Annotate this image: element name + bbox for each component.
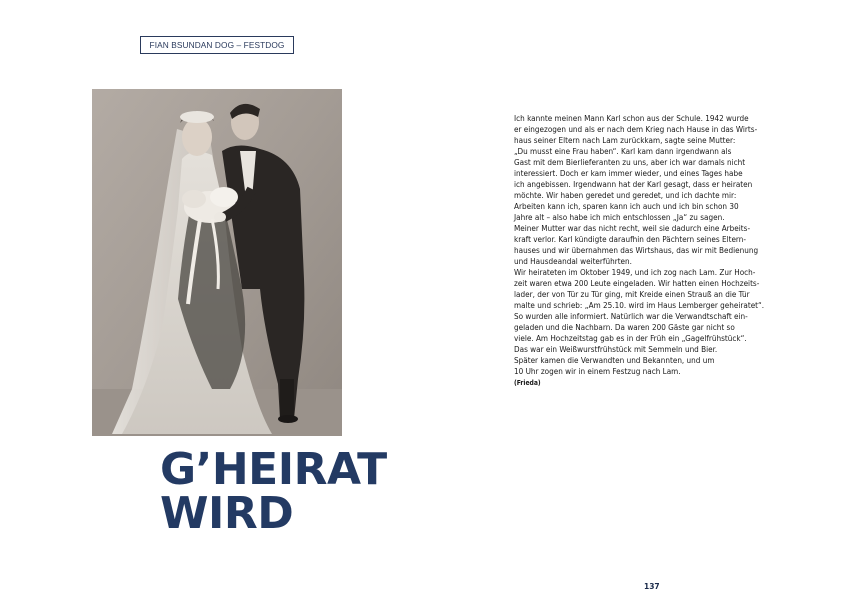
story-line: Wir heirateten im Oktober 1949, und ich zog nach Lam. Zur Hoch- — [514, 267, 756, 277]
story-line: und Hausdeandal weiterführten. — [514, 256, 632, 266]
story-line: Später kamen die Verwandten und Bekannten, und um — [514, 355, 715, 365]
story-line: haus seiner Eltern nach Lam zurückkam, sagte seine Mutter: — [514, 135, 736, 145]
story-line: hauses und wir übernahmen das Wirtshaus, das wir mit Bedienung — [514, 245, 759, 255]
story-line: zeit waren etwa 200 Leute eingeladen. Wir hatten einen Hochzeits- — [514, 278, 760, 288]
story-line: Jahre alt – also habe ich mich entschlossen „Ja“ zu sagen. — [514, 212, 725, 222]
story-line: lader, der von Tür zu Tür ging, mit Kreide einen Strauß an die Tür — [514, 289, 750, 299]
story-line: er eingezogen und als er nach dem Krieg nach Hause in das Wirts- — [514, 124, 758, 134]
story-line: Meiner Mutter war das nicht recht, weil sie dadurch eine Arbeits- — [514, 223, 751, 233]
page-title — [160, 444, 387, 539]
story-line: „Du musst eine Frau haben“. Karl kam dann irgendwann als — [514, 146, 732, 156]
story-author: (Frieda) — [514, 379, 541, 387]
story-line: Ich kannte meinen Mann Karl schon aus der Schule. 1942 wurde — [514, 113, 749, 123]
section-label — [140, 36, 294, 54]
story-line: geladen und die Nachbarn. Da waren 200 Gäste gar nicht so — [514, 322, 735, 332]
story-line: 10 Uhr zogen wir in einem Festzug nach Lam. — [514, 366, 681, 376]
story-line: Das war ein Weißwurstfrühstück mit Semmeln und Bier. — [514, 344, 718, 354]
section-label-text: FIAN BSUNDAN DOG – FESTDOG — [149, 40, 285, 50]
story-line: kraft verlor. Karl kündigte daraufhin den Pächtern seines Eltern- — [514, 234, 747, 244]
story-line: interessiert. Doch er kam immer wieder, und eines Tages habe — [514, 168, 743, 178]
wedding-photo — [92, 89, 342, 436]
page-number: 137 — [644, 582, 660, 591]
title-line-2: WIRD — [160, 488, 294, 539]
story-line: viele. Am Hochzeitstag gab es in der Früh ein „Gagelfrühstück“. — [514, 333, 747, 343]
story-line: malte und schrieb: „Am 25.10. wird im Haus Lemberger geheiratet“. — [514, 300, 765, 310]
story-line: Gast mit dem Bierlieferanten zu uns, aber ich war damals nicht — [514, 157, 746, 167]
story-line: möchte. Wir haben geredet und geredet, und ich dachte mir: — [514, 190, 737, 200]
story-line: So wurden alle informiert. Natürlich war die Verwandtschaft ein- — [514, 311, 748, 321]
story-text — [514, 113, 789, 389]
story-line: ich angebissen. Irgendwann hat der Karl gesagt, dass er heiraten — [514, 179, 753, 189]
title-line-1: G’HEIRAT — [160, 444, 387, 495]
story-line: Arbeiten kann ich, sparen kann ich auch und ich bin schon 30 — [514, 201, 739, 211]
